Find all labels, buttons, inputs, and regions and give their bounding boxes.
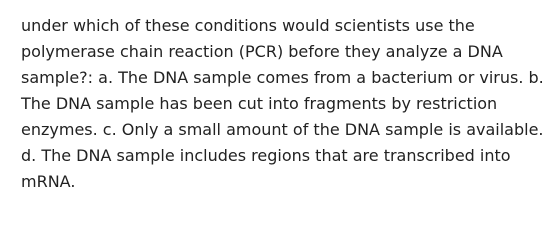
question-text: under which of these conditions would scientists use the polymerase chain reaction (PCR) before they analyze a DNA sample?: a. The DNA sample comes from a bacterium or virus. b. The DNA sample has been cut into fragments by restriction enzymes. c. Only a small amount of the DNA sample is available. d. The DNA sample includes regions that are transcribed into mRNA. [21,16,544,191]
